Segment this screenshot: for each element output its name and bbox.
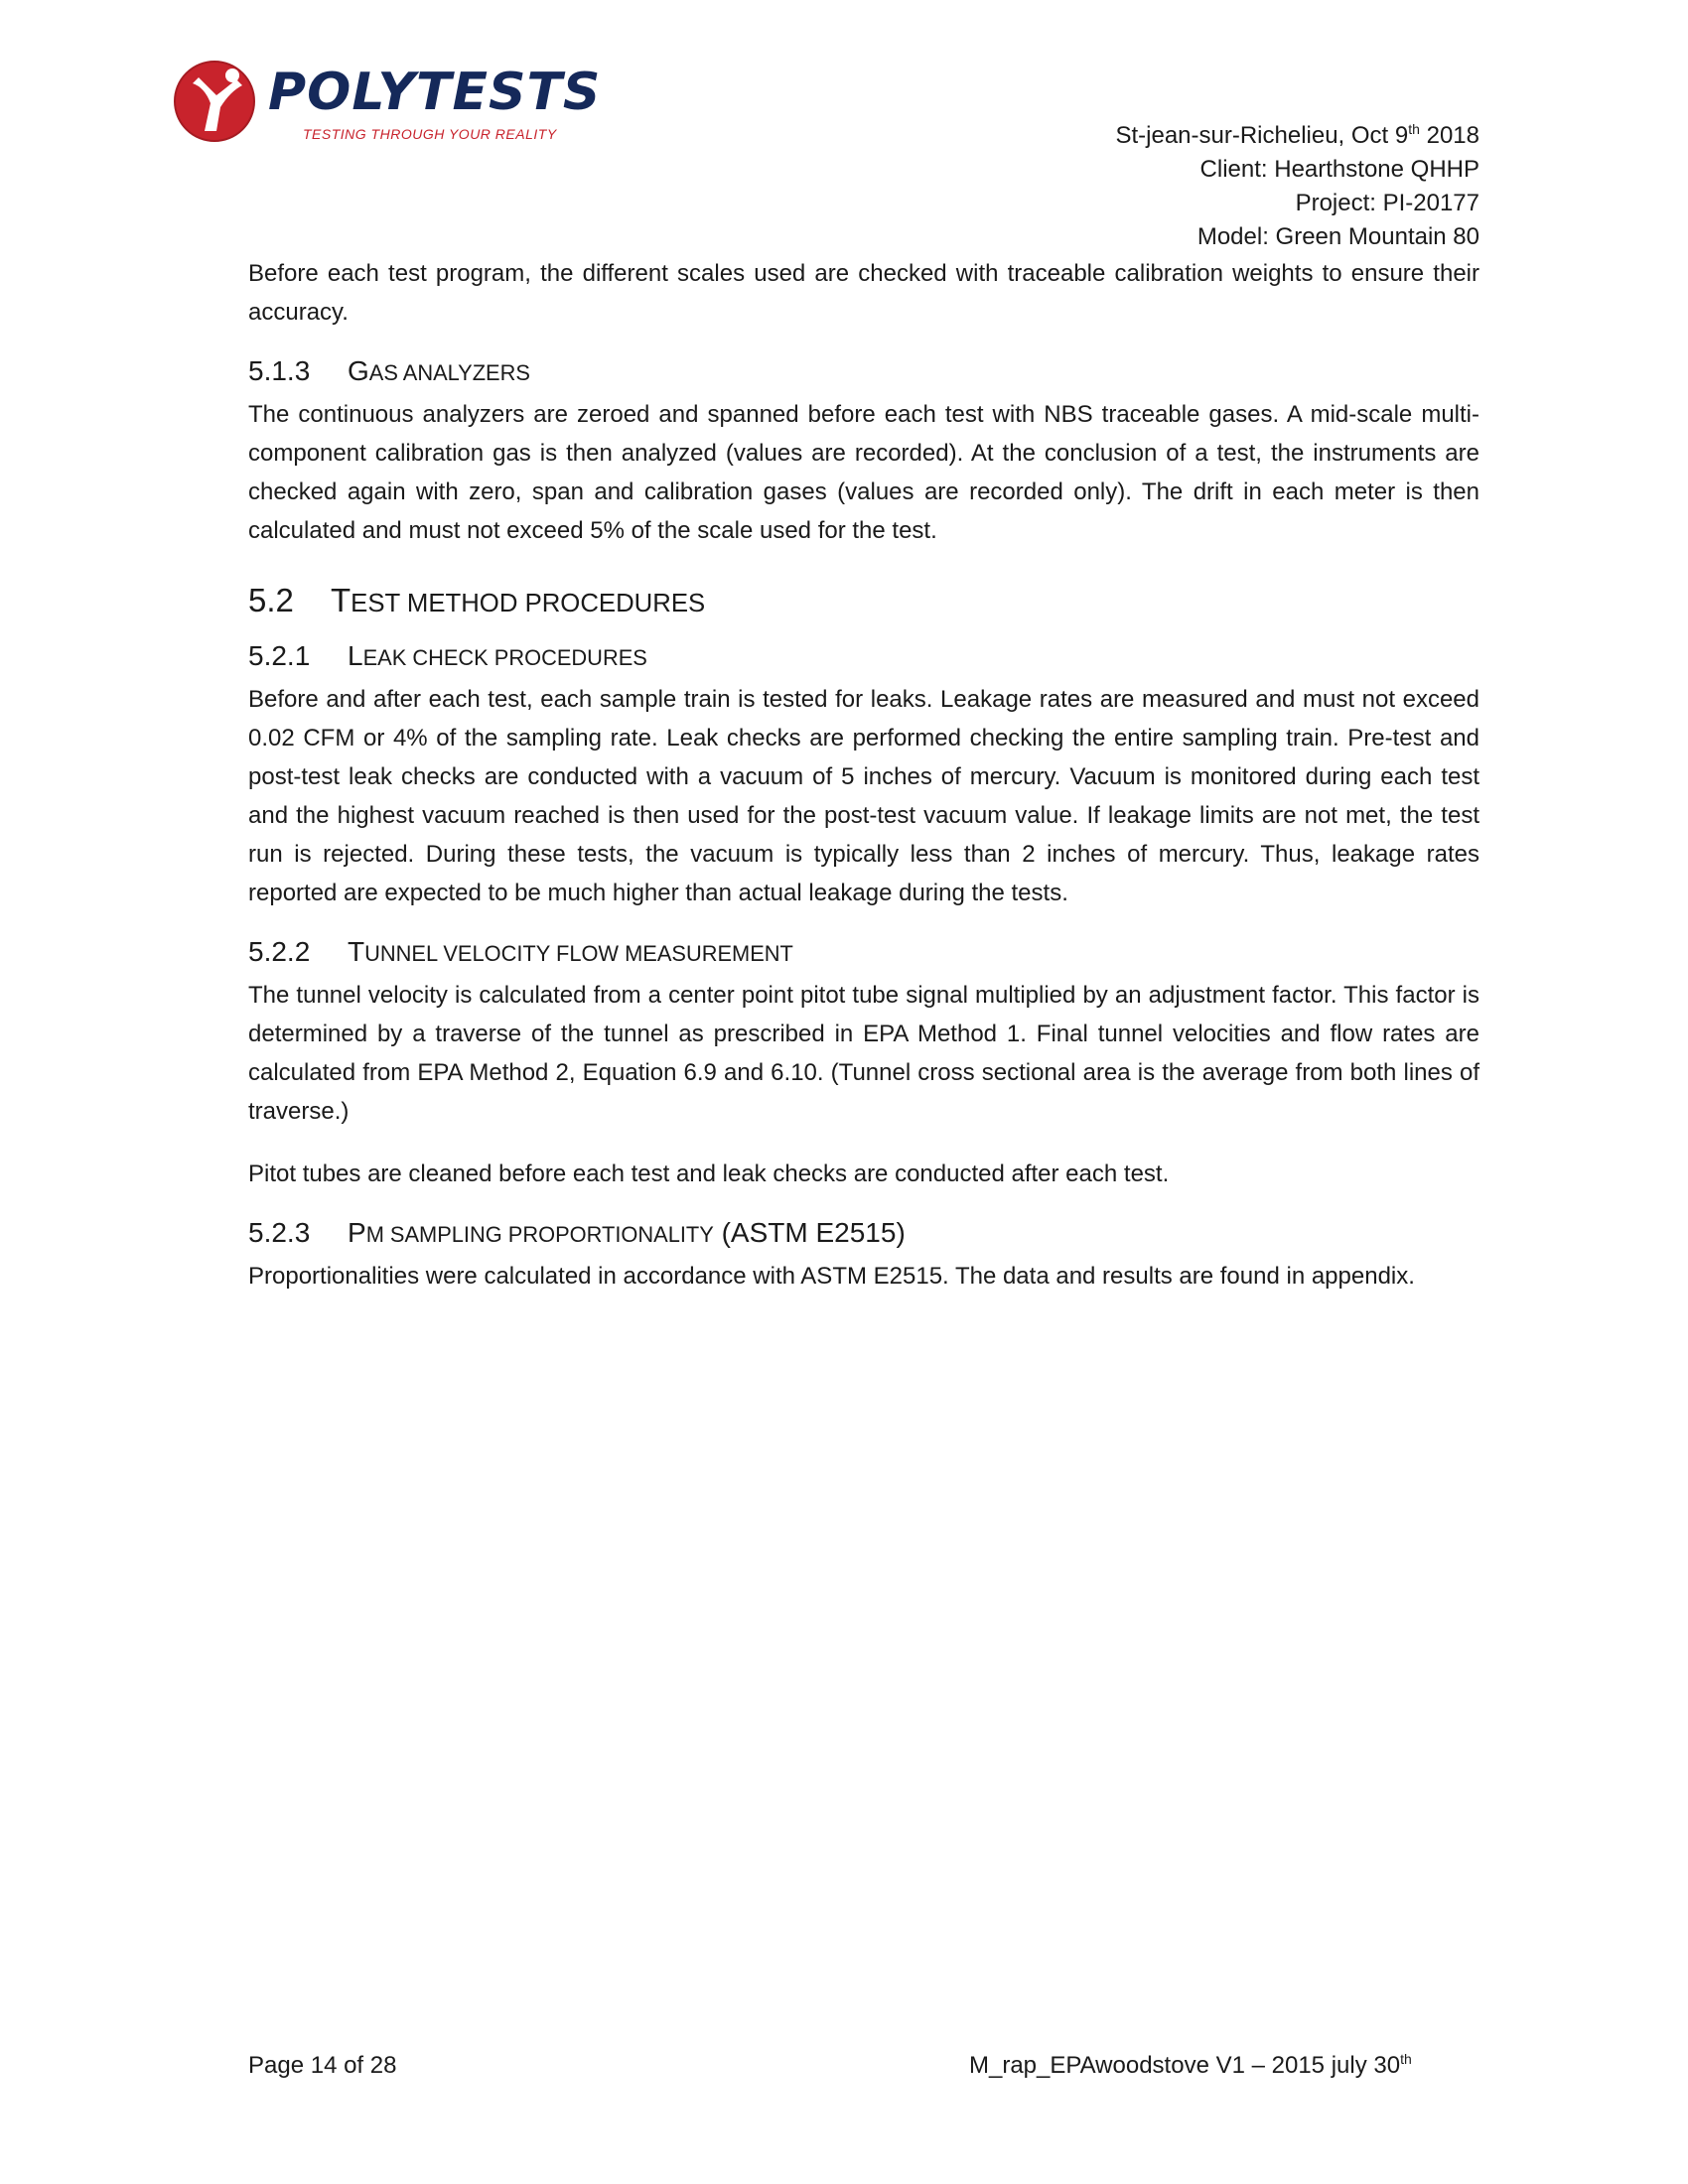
heading-5-1-3: 5.1.3 GAS ANALYZERS bbox=[248, 355, 530, 386]
logo-figure-head bbox=[225, 68, 239, 82]
header-project: Project: PI-20177 bbox=[1295, 190, 1479, 216]
heading-5-2-2: 5.2.2 TUNNEL VELOCITY FLOW MEASUREMENT bbox=[248, 936, 793, 967]
document-header-info bbox=[1115, 119, 1479, 254]
heading-5-2: 5.2 TEST METHOD PROCEDURES bbox=[248, 582, 706, 618]
paragraph-5-2-2-a: The tunnel velocity is calculated from a center point pitot tube signal multiplied by an adjustment factor. This factor is determined by a traverse of the tunnel as prescribed in EPA Method 1. Final tunnel velocities and flow rates are calculated from EPA Method 2, Equation 6.9 and 6.10. (Tunnel cross sectional area is the average from both lines of traverse.) bbox=[248, 982, 1479, 1125]
heading-5-2-1: 5.2.1 LEAK CHECK PROCEDURES bbox=[248, 640, 647, 671]
paragraph-5-2-1: Before and after each test, each sample train is tested for leaks. Leakage rates are measured and must not exceed 0.02 CFM or 4% of the sampling rate. Leak checks are performed checking the entire sampling train. Pre-test and post-test leak checks are conducted with a vacuum of 5 inches of mercury. Vacuum is monitored during each test and the highest vacuum reached is then used for the post-test vacuum value. If leakage limits are not met, the test run is rejected. During these tests, the vacuum is typically less than 2 inches of mercury. Thus, leakage rates reported are expected to be much higher than actual leakage during the tests. bbox=[248, 686, 1479, 906]
header-model: Model: Green Mountain 80 bbox=[1196, 223, 1479, 250]
logo-tagline: TESTING THROUGH YOUR REALITY bbox=[303, 126, 557, 142]
footer-document-reference: M_rap_EPAwoodstove V1 – 2015 july 30th bbox=[969, 2051, 1412, 2079]
polytests-logo bbox=[171, 58, 618, 149]
intro-paragraph: Before each test program, the different scales used are checked with traceable calibration weights to ensure their accuracy. bbox=[248, 260, 1479, 326]
header-client: Client: Hearthstone QHHP bbox=[1199, 156, 1479, 183]
polytests-logo-graphic bbox=[171, 58, 618, 149]
document-body bbox=[248, 254, 1479, 1296]
logo-brand-text: POLYTESTS bbox=[268, 63, 602, 122]
footer-page-number: Page 14 of 28 bbox=[248, 2052, 397, 2079]
heading-5-2-3: 5.2.3 PM SAMPLING PROPORTIONALITY (ASTM E2515) bbox=[248, 1217, 906, 1248]
paragraph-5-2-2-b: Pitot tubes are cleaned before each test and leak checks are conducted after each test. bbox=[248, 1160, 1170, 1187]
paragraph-5-2-3: Proportionalities were calculated in accordance with ASTM E2515. The data and results are found in appendix. bbox=[248, 1263, 1415, 1290]
paragraph-5-1-3: The continuous analyzers are zeroed and spanned before each test with NBS traceable gases. A mid-scale multi-component calibration gas is then analyzed (values are recorded). At the conclusion of a test, the instruments are checked again with zero, span and calibration gases (values are recorded only). The drift in each meter is then calculated and must not exceed 5% of the scale used for the test. bbox=[248, 401, 1479, 544]
header-location-date: St-jean-sur-Richelieu, Oct 9th 2018 bbox=[1115, 121, 1479, 149]
